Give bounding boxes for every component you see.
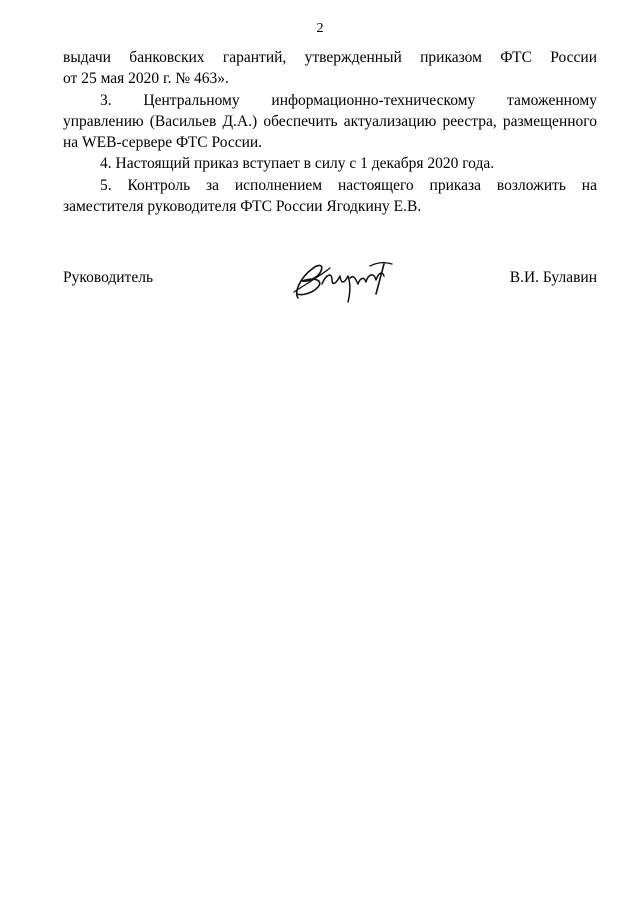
paragraph-item-4: 4. Настоящий приказ вступает в силу с 1 декабря 2020 года. <box>100 155 495 173</box>
signature-block <box>63 256 597 316</box>
signer-title: Руководитель <box>63 269 154 286</box>
paragraph-continuation-end: от 25 мая 2020 г. № 463». <box>63 70 229 88</box>
handwritten-signature-image <box>288 254 400 308</box>
page-number: 2 <box>316 21 324 36</box>
signer-name: В.И. Булавин <box>509 269 597 286</box>
paragraph-item-3: 3. Центральному информационно-техническому таможенному управлению (Васильев Д.А.) обеспечить актуализацию реестра, размещенного на WEB-сервере ФТС России. <box>63 91 597 152</box>
paragraph-item-5: 5. Контроль за исполнением настоящего приказа возложить на заместителя руководителя ФТС России Ягодкину Е.В. <box>63 176 597 216</box>
paragraph-continuation: выдачи банковских гарантий, утвержденный приказом ФТС России <box>63 49 597 66</box>
document-body <box>63 47 597 217</box>
